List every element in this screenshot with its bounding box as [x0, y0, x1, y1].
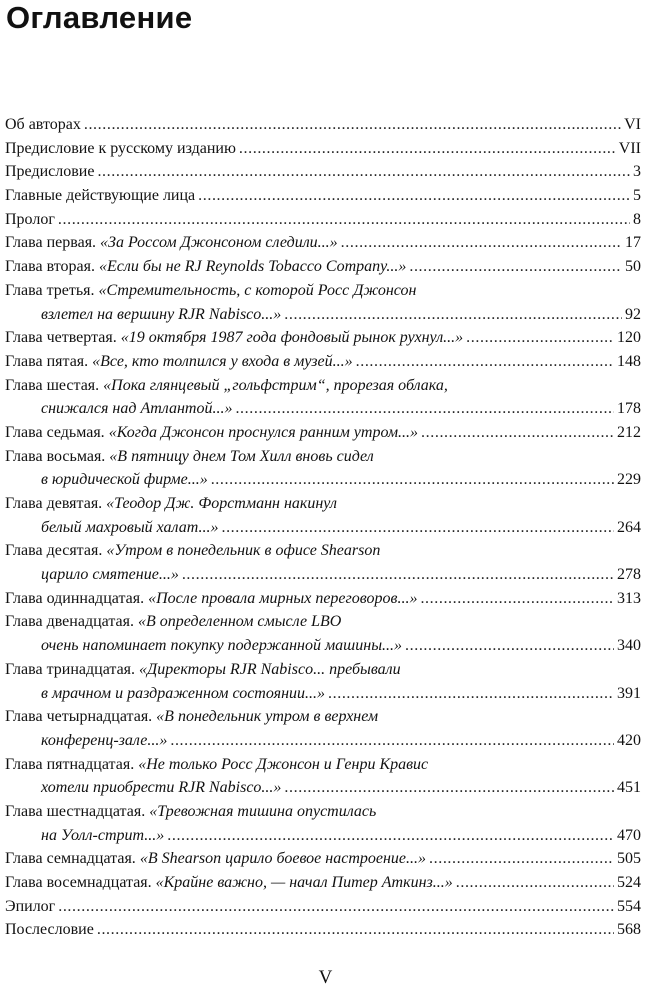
toc-entry: [5, 587, 641, 611]
toc-entry-subtitle: «Теодор Дж. Форстманн накинул: [106, 495, 337, 512]
toc-entry: [5, 753, 641, 777]
toc-entry-subtitle: «Все, кто толпился у входа в музей...»: [92, 352, 353, 370]
toc-entry-prefix: Пролог: [5, 210, 55, 228]
toc-entry-subtitle: в юридической фирме...»: [41, 471, 208, 489]
toc-page-number: 92: [625, 305, 641, 323]
toc-page-number: 420: [617, 731, 641, 749]
toc-entry-subtitle: конференц-зале...»: [41, 731, 168, 749]
toc-leader-dots: [235, 397, 614, 421]
toc-leader-dots: [211, 468, 614, 492]
toc-entry-subtitle: «За Россом Джонсоном следили...»: [100, 234, 338, 252]
toc-entry-prefix: Глава пятая.: [5, 352, 93, 370]
toc-entry: [5, 634, 641, 658]
toc-entry-prefix: Об авторах: [5, 116, 81, 133]
toc-entry-prefix: Глава седьмая.: [5, 423, 109, 441]
toc-entry-prefix: Эпилог: [5, 897, 56, 915]
toc-entry-subtitle: «Если бы не RJ Reynolds Tobacco Company...»: [98, 258, 407, 276]
toc-entry-subtitle: снижался над Атлантой...»: [41, 400, 233, 418]
toc-leader-dots: [356, 350, 614, 374]
toc-page-number: 3: [633, 163, 641, 181]
toc-entry-title: [41, 682, 325, 706]
toc-entry-prefix: Глава четвертая.: [5, 329, 121, 347]
toc-entry-title: [41, 729, 167, 753]
toc-leader-dots: [421, 421, 614, 445]
toc-entry: [5, 374, 641, 398]
toc-entry-title: [5, 279, 416, 303]
toc-entry-subtitle: белый махровый халат...»: [41, 518, 219, 536]
toc-entry-title: [5, 587, 417, 611]
toc-entry-title: [41, 776, 281, 800]
toc-page-number: 470: [617, 826, 641, 844]
toc-page-number: 391: [617, 684, 641, 702]
toc-entry-prefix: Глава четырнадцатая.: [5, 708, 157, 726]
toc-leader-dots: [97, 160, 630, 184]
toc-leader-dots: [341, 231, 622, 255]
toc-entry-prefix: Глава десятая.: [5, 542, 107, 560]
toc-entry-title: [41, 634, 402, 658]
toc-leader-dots: [58, 895, 614, 919]
toc-leader-dots: [284, 303, 622, 327]
toc-entry-prefix: Глава шестнадцатая.: [5, 802, 150, 820]
toc-entry: [5, 468, 641, 492]
toc-leader-dots: [466, 326, 614, 350]
toc-entry-prefix: Глава семнадцатая.: [5, 850, 140, 868]
toc-entry-title: [5, 918, 94, 942]
toc-entry: [5, 918, 641, 942]
toc-page-number: 178: [617, 400, 641, 418]
toc-entry-title: [41, 468, 208, 492]
toc-leader-dots: [328, 682, 614, 706]
toc-entry-title: [5, 374, 448, 398]
toc-leader-dots: [284, 776, 614, 800]
toc-entry: [5, 776, 641, 800]
toc-entry-subtitle: «В определенном смысле LBO: [137, 613, 342, 631]
toc-entry-title: [5, 231, 338, 255]
toc-leader-dots: [405, 634, 614, 658]
toc-entry: [5, 160, 641, 184]
toc-entry-prefix: Глава тринадцатая.: [5, 660, 140, 678]
toc-entry-prefix: Глава одиннадцатая.: [5, 589, 149, 607]
toc-entry-prefix: Глава пятнадцатая.: [5, 755, 139, 773]
toc-entry-title: [5, 705, 378, 729]
toc-entry-prefix: Глава восемнадцатая.: [5, 874, 156, 891]
toc-entry-title: [41, 824, 164, 848]
toc-leader-dots: [97, 918, 614, 942]
toc-entry-subtitle: хотели приобрести RJR Nabisco...»: [41, 779, 282, 797]
toc-leader-dots: [239, 137, 616, 161]
toc-entry: [5, 113, 641, 137]
toc-entry-subtitle: «Когда Джонсон проснулся ранним утром...»: [108, 423, 419, 441]
toc-entry-title: [5, 160, 94, 184]
toc-page-number: 17: [625, 234, 641, 252]
toc-page-number: VI: [624, 116, 641, 133]
toc-entry: [5, 279, 641, 303]
toc-entry-title: [5, 350, 353, 374]
toc-entry-subtitle: царило смятение...»: [41, 566, 179, 584]
toc-entry-subtitle: «Директоры RJR Nabisco... пребывали: [139, 660, 401, 678]
toc-page-number: 212: [617, 423, 641, 441]
toc-entry-subtitle: на Уолл-стрит...»: [41, 826, 165, 844]
toc-page-number: 554: [617, 897, 641, 915]
toc-entry: [5, 445, 641, 469]
toc-entry-subtitle: «Утром в понедельник в офисе Shearson: [106, 542, 381, 560]
toc-entry-title: [5, 539, 380, 563]
toc-entry-prefix: Главные действующие лица: [5, 187, 196, 205]
toc-entry-title: [5, 610, 341, 634]
toc-entry-title: [5, 255, 406, 279]
toc-entry: [5, 847, 641, 871]
toc-entry-subtitle: «После провала мирных переговоров...»: [148, 589, 418, 607]
toc-page-number: 313: [617, 589, 641, 607]
toc-entry-subtitle: «В Shearson царило боевое настроение...»: [139, 850, 427, 868]
toc-entry-title: [41, 563, 179, 587]
toc-entry-title: [5, 137, 236, 161]
toc-page-number: 229: [617, 471, 641, 489]
toc-page-number: 340: [617, 637, 641, 655]
table-of-contents: [5, 113, 641, 942]
toc-entry-subtitle: очень напоминает покупку подержанной машины...»: [41, 637, 403, 655]
toc-entry-subtitle: в мрачном и раздраженном состоянии...»: [41, 684, 326, 702]
toc-entry: [5, 800, 641, 824]
toc-entry-subtitle: «Пока глянцевый „гольфстрим“, прорезая облака,: [103, 376, 448, 394]
toc-page-number: 148: [617, 352, 641, 370]
toc-entry: [5, 871, 641, 895]
toc-entry: [5, 610, 641, 634]
toc-entry: [5, 895, 641, 919]
toc-entry: [5, 539, 641, 563]
toc-leader-dots: [182, 563, 614, 587]
page-number: V: [318, 967, 333, 988]
toc-leader-dots: [409, 255, 622, 279]
toc-entry-title: [41, 397, 232, 421]
toc-entry-subtitle: «В понедельник утром в верхнем: [156, 708, 379, 726]
toc-entry-title: [5, 753, 428, 777]
toc-entry: [5, 492, 641, 516]
page-title: Оглавление: [6, 0, 193, 35]
toc-page-number: 120: [617, 329, 641, 347]
toc-entry: [5, 658, 641, 682]
toc-entry-title: [5, 445, 374, 469]
toc-entry-subtitle: «В пятницу днем Том Хилл вновь сидел: [109, 447, 374, 465]
toc-leader-dots: [198, 184, 630, 208]
toc-page-number: 8: [633, 210, 641, 228]
toc-entry-title: [5, 326, 463, 350]
toc-entry-subtitle: «Стремительность, с которой Росс Джонсон: [98, 281, 417, 299]
toc-entry-subtitle: «Крайне важно, — начал Питер Аткинз...»: [155, 874, 453, 891]
toc-entry: [5, 421, 641, 445]
toc-entry: [5, 397, 641, 421]
toc-entry-title: [41, 303, 281, 327]
toc-page-number: 568: [617, 921, 641, 939]
toc-page-number: 5: [633, 187, 641, 205]
toc-entry-title: [5, 847, 426, 871]
toc-entry: [5, 303, 641, 327]
toc-entry-prefix: Глава девятая.: [5, 495, 107, 512]
toc-entry: [5, 350, 641, 374]
toc-entry-title: [5, 800, 376, 824]
toc-leader-dots: [221, 516, 614, 540]
toc-entry-title: [5, 421, 418, 445]
toc-entry: [5, 208, 641, 232]
toc-page-number: VII: [618, 139, 641, 157]
toc-entry: [5, 137, 641, 161]
toc-entry-title: [5, 895, 55, 919]
toc-entry: [5, 824, 641, 848]
toc-entry: [5, 563, 641, 587]
toc-entry-subtitle: «19 октября 1987 года фондовый рынок рухнул...»: [120, 329, 464, 347]
toc-entry: [5, 255, 641, 279]
toc-leader-dots: [456, 871, 614, 895]
toc-entry-prefix: Глава шестая.: [5, 376, 104, 394]
toc-entry-prefix: Глава двенадцатая.: [5, 613, 138, 631]
toc-entry-prefix: Глава третья.: [5, 281, 99, 299]
toc-page-number: 264: [617, 518, 641, 536]
toc-entry-prefix: Предисловие: [5, 163, 95, 181]
toc-entry-prefix: Послесловие: [5, 921, 94, 939]
toc-page-number: 505: [617, 850, 641, 868]
toc-leader-dots: [58, 208, 630, 232]
toc-entry: [5, 682, 641, 706]
toc-entry-title: [41, 516, 218, 540]
toc-entry: [5, 705, 641, 729]
toc-leader-dots: [170, 729, 614, 753]
toc-entry-title: [5, 871, 453, 895]
toc-page-number: 451: [617, 779, 641, 797]
toc-entry-title: [5, 113, 81, 137]
toc-entry-title: [5, 492, 337, 516]
toc-entry-title: [5, 184, 195, 208]
toc-page-number: 278: [617, 566, 641, 584]
toc-leader-dots: [420, 587, 614, 611]
toc-entry: [5, 184, 641, 208]
toc-entry-subtitle: взлетел на вершину RJR Nabisco...»: [41, 305, 282, 323]
toc-entry-prefix: Глава первая.: [5, 234, 101, 252]
toc-entry-prefix: Предисловие к русскому изданию: [5, 139, 236, 157]
toc-page-number: 524: [617, 874, 641, 891]
toc-leader-dots: [429, 847, 614, 871]
toc-entry-title: [5, 208, 55, 232]
toc-page-number: 50: [625, 258, 641, 276]
toc-entry: [5, 729, 641, 753]
toc-leader-dots: [167, 824, 614, 848]
toc-entry-subtitle: «Не только Росс Джонсон и Генри Кравис: [138, 755, 429, 773]
toc-entry-prefix: Глава восьмая.: [5, 447, 110, 465]
toc-entry-subtitle: «Тревожная тишина опустилась: [149, 802, 377, 820]
toc-entry-prefix: Глава вторая.: [5, 258, 99, 276]
toc-entry: [5, 516, 641, 540]
toc-entry: [5, 326, 641, 350]
toc-entry-title: [5, 658, 401, 682]
toc-entry: [5, 231, 641, 255]
toc-leader-dots: [84, 113, 621, 137]
